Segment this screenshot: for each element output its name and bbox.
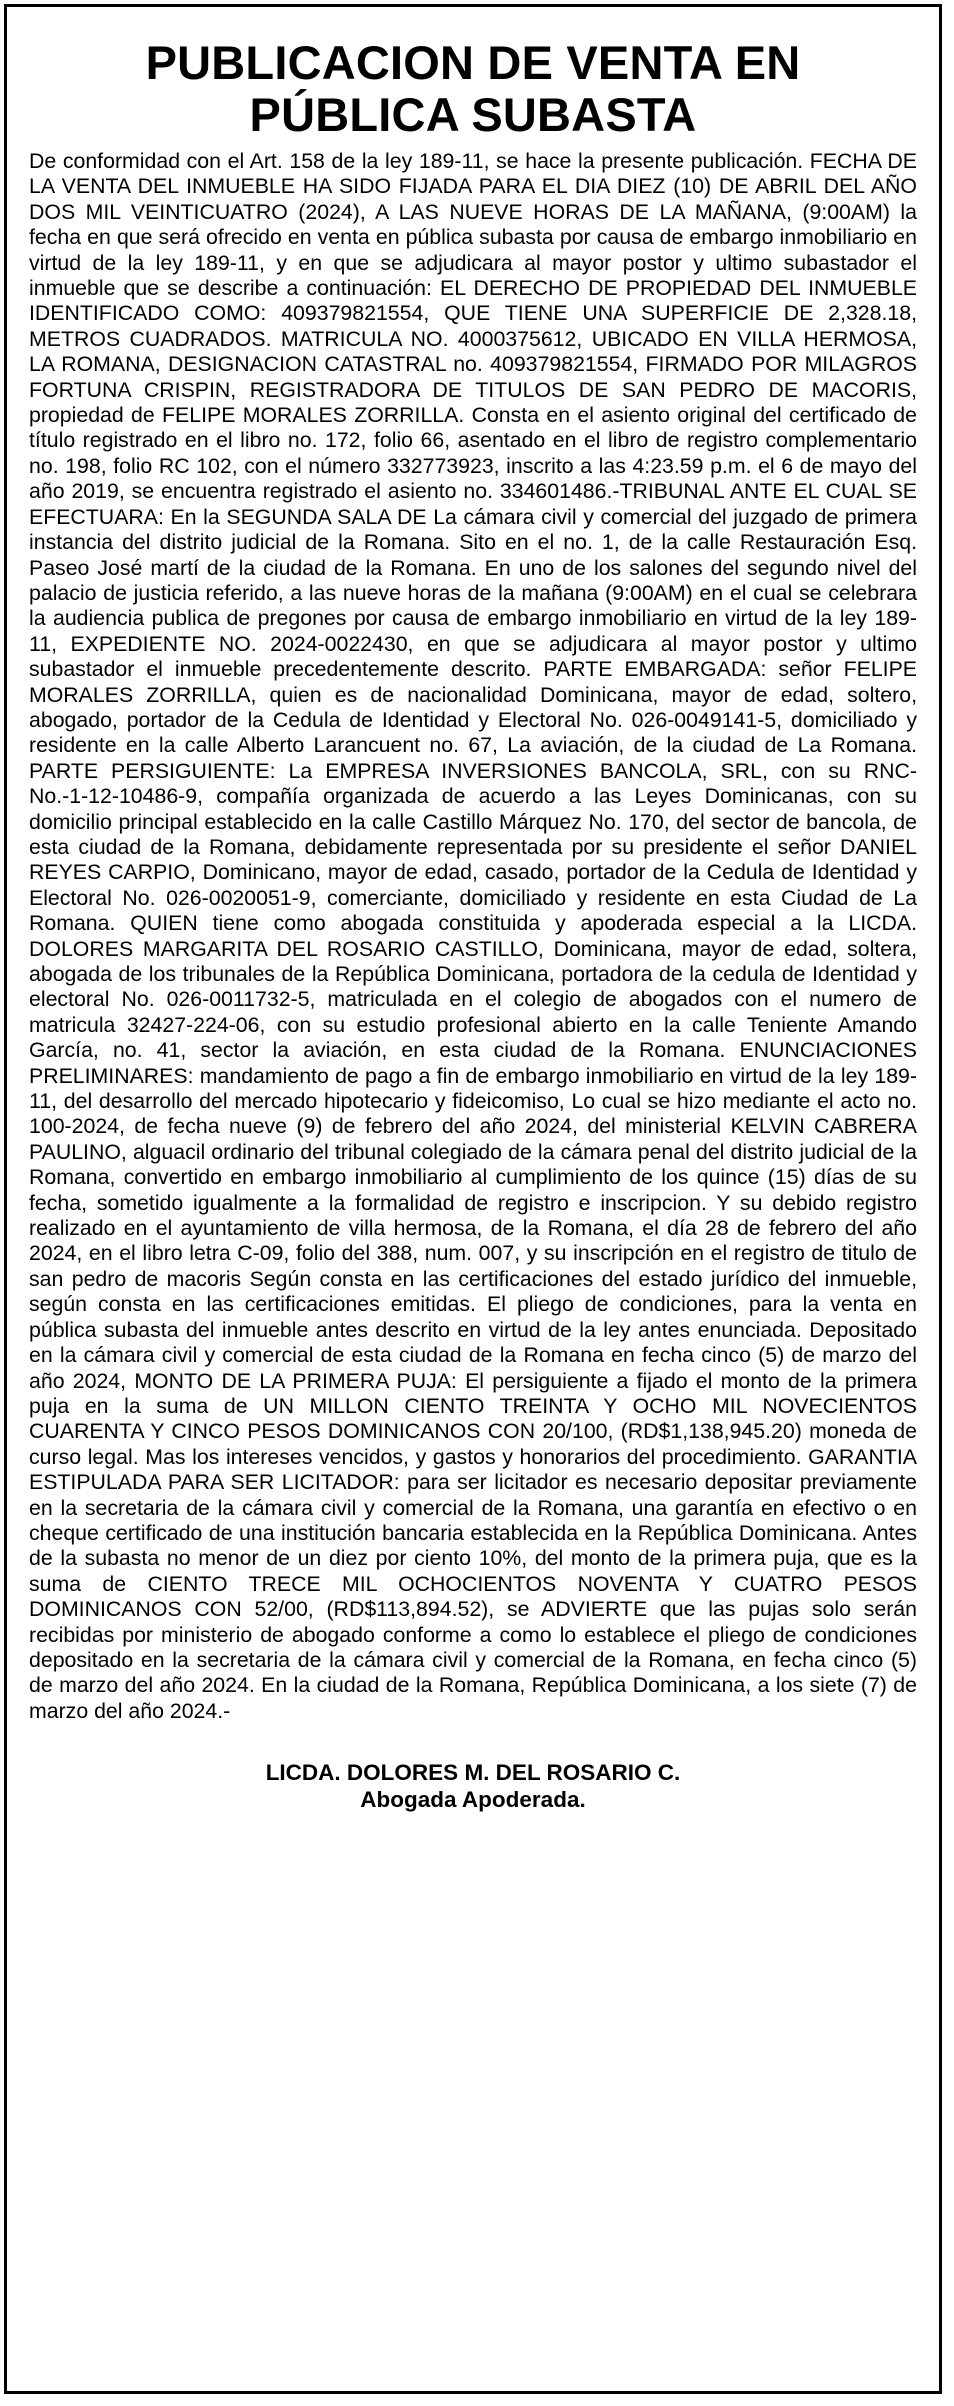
notice-title <box>27 37 919 141</box>
notice-title-line-1: PUBLICACION DE VENTA EN <box>145 36 801 89</box>
signature-block <box>7 1759 939 1813</box>
signature-name: LICDA. DOLORES M. DEL ROSARIO C. <box>265 1760 681 1786</box>
notice-title-line-2: PÚBLICA SUBASTA <box>249 88 697 141</box>
signature-role: Abogada Apoderada. <box>360 1787 586 1813</box>
legal-notice <box>4 4 942 2394</box>
notice-body: De conformidad con el Art. 158 de la ley 189-11, se hace la presente publicación. FECHA DE LA VENTA DEL INMUEBLE HA SIDO FIJADA PARA EL DIA DIEZ (10) DE ABRIL DEL AÑO DOS MIL VEINTICUATRO (2024), A LAS NUEVE HORAS DE LA MAÑANA, (9:00AM) la fecha en que será ofrecido en venta en pública subasta por causa de embargo inmobiliario en virtud de la ley 189-11, y en que se adjudicara al mayor postor y ultimo subastador el inmueble que se describe a continuación: EL DERECHO DE PROPIEDAD DEL INMUEBLE IDENTIFICADO COMO: 409379821554, QUE TIENE UNA SUPERFICIE DE 2,328.18, METROS CUADRADOS. MATRICULA NO. 4000375612, UBICADO EN VILLA HERMOSA, LA ROMANA, DESIGNACION CATASTRAL no. 409379821554, FIRMADO POR MILAGROS FORTUNA CRISPIN, REGISTRADORA DE TITULOS DE SAN PEDRO DE MACORIS, propiedad de FELIPE MORALES ZORRILLA. Consta en el asiento original del certificado de título registrado en el libro no. 172, folio 66, asentado en el libro de registro complementario no. 198, folio RC 102, con el número 332773923, inscrito a las 4:23.59 p.m. el 6 de mayo del año 2019, se encuentra registrado el asiento no. 334601486.-TRIBUNAL ANTE EL CUAL SE EFECTUARA: En la SEGUNDA SALA DE La cámara civil y comercial del juzgado de primera instancia del distrito judicial de la Romana. Sito en el no. 1, de la calle Restauración Esq. Paseo José martí de la ciudad de la Romana. En uno de los salones del segundo nivel del palacio de justicia referido, a las nueve horas de la mañana (9:00AM) en el cual se celebrara la audiencia publica de pregones por causa de embargo inmobiliario en virtud de la ley 189-11, EXPEDIENTE NO. 2024-0022430, en que se adjudicara al mayor postor y ultimo subastador el inmueble precedentemente descrito. PARTE EMBARGADA: señor FELIPE MORALES ZORRILLA, quien es de nacionalidad Dominicana, mayor de edad, soltero, abogado, portador de la Cedula de Identidad y Electoral No. 026-0049141-5, domiciliado y residente en la calle Alberto Larancuent no. 67, La aviación, de la ciudad de La Romana. PARTE PERSIGUIENTE: La EMPRESA INVERSIONES BANCOLA, SRL, con su RNC- No.-1-12-10486-9, compañía organizada de acuerdo a las Leyes Dominicanas, con su domicilio principal establecido en la calle Castillo Márquez No. 170, del sector de bancola, de esta ciudad de la Romana, debidamente representada por su presidente el señor DANIEL REYES CARPIO, Dominicano, mayor de edad, casado, portador de la Cedula de Identidad y Electoral No. 026-0020051-9, comerciante, domiciliado y residente en esta Ciudad de La Romana. QUIEN tiene como abogada constituida y apoderada especial a la LICDA. DOLORES MARGARITA DEL ROSARIO CASTILLO, Dominicana, mayor de edad, soltera, abogada de los tribunales de la República Dominicana, portadora de la cedula de Identidad y electoral No. 026-0011732-5, matriculada en el colegio de abogados con el numero de matricula 32427-224-06, con su estudio profesional abierto en la calle Teniente Amando García, no. 41, sector la aviación, en esta ciudad de la Romana. ENUNCIACIONES PRELIMINARES: mandamiento de pago a fin de embargo inmobiliario en virtud de la ley 189-11, del desarrollo del mercado hipotecario y fideicomiso, Lo cual se hizo mediante el acto no. 100-2024, de fecha nueve (9) de febrero del año 2024, del ministerial KELVIN CABRERA PAULINO, alguacil ordinario del tribunal colegiado de la cámara penal del distrito judicial de la Romana, convertido en embargo inmobiliario al cumplimiento de los quince (15) días de su fecha, sometido igualmente a la formalidad de registro e inscripcion. Y su debido registro realizado en el ayuntamiento de villa hermosa, de la Romana, el día 28 de febrero del año 2024, en el libro letra C-09, folio del 388, num. 007, y su inscripción en el registro de titulo de san pedro de macoris Según consta en las certificaciones del estado jurídico del inmueble, según consta en las certificaciones emitidas. El pliego de condiciones, para la venta en pública subasta del inmueble antes descrito en virtud de la ley antes enunciada. Depositado en la cámara civil y comercial de esta ciudad de la Romana en fecha cinco (5) de marzo del año 2024, MONTO DE LA PRIMERA PUJA: El persiguiente a fijado el monto de la primera puja en la suma de UN MILLON CIENTO TREINTA Y OCHO MIL NOVECIENTOS CUARENTA Y CINCO PESOS DOMINICANOS CON 20/100, (RD$1,138,945.20) moneda de curso legal. Mas los intereses vencidos, y gastos y honorarios del procedimiento. GARANTIA ESTIPULADA PARA SER LICITADOR: para ser licitador es necesario depositar previamente en la secretaria de la cámara civil y comercial de la Romana, una garantía en efectivo o en cheque certificado de una institución bancaria establecida en la República Dominicana. Antes de la subasta no menor de un diez por ciento 10%, del monto de la primera puja, que es la suma de CIENTO TRECE MIL OCHOCIENTOS NOVENTA Y CUATRO PESOS DOMINICANOS CON 52/00, (RD$113,894.52), se ADVIERTE que las pujas solo serán recibidas por ministerio de abogado conforme a como lo establece el pliego de condiciones depositado en la secretaria de la cámara civil y comercial de la Romana, en fecha cinco (5) de marzo del año 2024. En la ciudad de la Romana, República Dominicana, a los siete (7) de marzo del año 2024.- <box>29 149 917 1723</box>
